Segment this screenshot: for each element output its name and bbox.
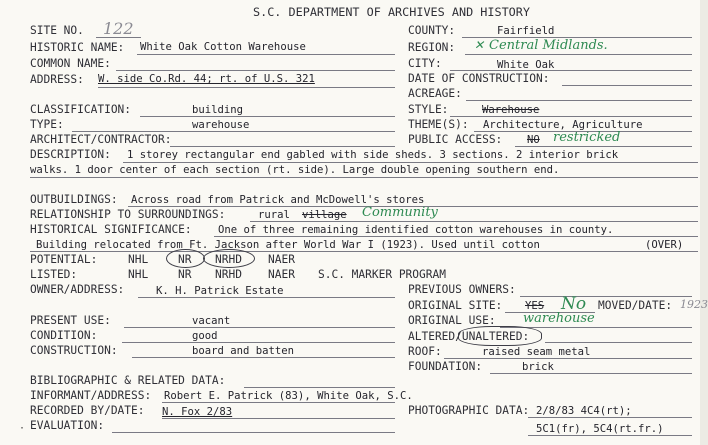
- foundation-line: [490, 373, 692, 374]
- construction-value: board and batten: [192, 345, 295, 357]
- region-line: [465, 54, 692, 55]
- common-name-label: COMMON NAME:: [30, 57, 111, 70]
- county-label: COUNTY:: [408, 24, 456, 37]
- address-line: [98, 87, 395, 88]
- significance-over: (OVER): [645, 239, 684, 251]
- previous-owners-label: PREVIOUS OWNERS:: [408, 283, 516, 296]
- significance-line-1: One of three remaining identified cotton warehouses in county.: [218, 224, 614, 236]
- historic-name-label: HISTORIC NAME:: [30, 41, 125, 54]
- type-value: warehouse: [192, 119, 250, 131]
- potential-naer: NAER: [268, 253, 295, 266]
- owner-line: [138, 297, 395, 298]
- relationship-label: RELATIONSHIP TO SURROUNDINGS:: [30, 208, 226, 221]
- original-site-label: ORIGINAL SITE:: [408, 299, 503, 312]
- evaluation-label: EVALUATION:: [30, 419, 105, 432]
- outbuildings-label: OUTBUILDINGS:: [30, 193, 118, 206]
- site-no-label: SITE NO.: [30, 24, 84, 37]
- description-rule-1: [123, 162, 698, 163]
- construction-label: CONSTRUCTION:: [30, 344, 118, 357]
- informant-line: [162, 402, 395, 403]
- previous-owners-line: [520, 296, 692, 297]
- description-line-2: walks. 1 door center of each section (rt. side). Large double opening southern end.: [30, 164, 560, 176]
- themes-label: THEME(S):: [408, 118, 469, 131]
- public-access-line: [515, 146, 692, 147]
- recorded-label: RECORDED BY/DATE:: [30, 404, 145, 417]
- date-construction-line: [562, 85, 692, 86]
- themes-value: Architecture, Agriculture: [483, 119, 643, 131]
- foundation-value: brick: [522, 361, 554, 373]
- public-access-struck: NO: [527, 134, 540, 146]
- original-site-value: No: [561, 294, 587, 314]
- altered-label: ALTERED/UNALTERED:: [408, 330, 530, 343]
- roof-line: [444, 358, 692, 359]
- address-label: ADDRESS:: [30, 73, 84, 86]
- listed-nrhd: NRHD: [215, 268, 242, 281]
- owner-label: OWNER/ADDRESS:: [30, 283, 125, 296]
- region-mark: ✕: [474, 38, 485, 52]
- card-header: S.C. DEPARTMENT OF ARCHIVES AND HISTORY: [253, 5, 530, 19]
- significance-label: HISTORICAL SIGNIFICANCE:: [30, 223, 192, 236]
- city-line: [450, 70, 692, 71]
- significance-rule-2: [30, 251, 698, 252]
- condition-line: [122, 342, 395, 343]
- unaltered-circle: [458, 326, 542, 346]
- bibliographic-line: [244, 387, 395, 388]
- present-use-line: [124, 327, 395, 328]
- outbuildings-value: Across road from Patrick and McDowell's stores: [131, 194, 425, 206]
- type-line: [72, 131, 395, 132]
- county-value: Fairfield: [497, 25, 555, 37]
- moved-date-value: 1923: [680, 298, 708, 311]
- significance-line-2: Building relocated from Ft. Jackson after World War I (1923). Used until cotton: [36, 239, 540, 251]
- city-value: White Oak: [497, 59, 555, 71]
- address-value: W. side Co.Rd. 44; rt. of U.S. 321: [98, 73, 315, 85]
- moved-date-label: MOVED/DATE:: [598, 299, 673, 312]
- potential-nr: NR: [178, 253, 192, 266]
- condition-value: good: [192, 330, 218, 342]
- roof-label: ROOF:: [408, 345, 442, 358]
- classification-label: CLASSIFICATION:: [30, 103, 132, 116]
- historic-name-line: [137, 54, 395, 55]
- photographic-label: PHOTOGRAPHIC DATA:: [408, 404, 530, 417]
- potential-nrhd: NRHD: [215, 253, 242, 266]
- informant-label: INFORMANT/ADDRESS:: [30, 389, 152, 402]
- relationship-value: rural: [258, 209, 290, 221]
- description-label: DESCRIPTION:: [30, 148, 111, 161]
- original-use-label: ORIGINAL USE:: [408, 314, 496, 327]
- description-line-1: 1 storey rectangular end gabled with side sheds. 3 sections. 2 interior brick: [127, 149, 619, 161]
- construction-line: [132, 357, 395, 358]
- style-label: STYLE:: [408, 103, 449, 116]
- site-no-line: [96, 37, 141, 38]
- recorded-line: [162, 418, 395, 419]
- photographic-rule-1: [528, 417, 692, 418]
- condition-label: CONDITION:: [30, 329, 98, 342]
- style-line: [450, 116, 692, 117]
- region-label: REGION:: [408, 41, 456, 54]
- listed-nr: NR: [178, 268, 192, 281]
- roof-value: raised seam metal: [482, 346, 591, 358]
- potential-nr-circle: [166, 249, 205, 268]
- relationship-handwritten: Community: [362, 205, 438, 220]
- photographic-line-1: 2/8/83 4C4(rt);: [536, 405, 632, 417]
- original-site-struck: YES: [525, 300, 545, 312]
- potential-label: POTENTIAL:: [30, 253, 98, 266]
- description-rule-2: [30, 177, 698, 178]
- relationship-line: [250, 221, 698, 222]
- photographic-rule-2: [528, 435, 692, 436]
- architect-line: [170, 146, 395, 147]
- date-construction-label: DATE OF CONSTRUCTION:: [408, 72, 550, 85]
- potential-nhl: NHL: [128, 253, 149, 266]
- recorded-value: N. Fox 2/83: [162, 406, 233, 418]
- owner-value: K. H. Patrick Estate: [156, 285, 284, 297]
- potential-nrhd-circle: [203, 249, 255, 268]
- present-use-value: vacant: [192, 315, 231, 327]
- informant-value: Robert E. Patrick (83), White Oak, S.C.: [164, 390, 413, 402]
- classification-line: [140, 116, 395, 117]
- marker-label: S.C. MARKER PROGRAM: [318, 268, 446, 281]
- architect-label: ARCHITECT/CONTRACTOR:: [30, 133, 172, 146]
- acreage-label: ACREAGE:: [408, 87, 462, 100]
- significance-rule-1: [214, 236, 698, 237]
- photographic-line-2: 5C1(fr), 5C4(rt.fr.): [536, 423, 664, 435]
- type-label: TYPE:: [30, 118, 64, 131]
- relationship-struck: village: [302, 209, 347, 221]
- listed-label: LISTED:: [30, 268, 78, 281]
- common-name-line: [116, 70, 395, 71]
- style-value: Warehouse: [482, 104, 540, 116]
- bibliographic-label: BIBLIOGRAPHIC & RELATED DATA:: [30, 374, 226, 387]
- listed-nhl: NHL: [128, 268, 149, 281]
- region-value: Central Midlands.: [489, 38, 608, 53]
- altered-line: [545, 342, 692, 343]
- listed-naer: NAER: [268, 268, 295, 281]
- city-label: CITY:: [408, 57, 442, 70]
- classification-value: building: [192, 104, 244, 116]
- public-access-label: PUBLIC ACCESS:: [408, 133, 503, 146]
- public-access-value: restricked: [553, 130, 621, 145]
- present-use-label: PRESENT USE:: [30, 314, 111, 327]
- evaluation-line: [112, 432, 395, 433]
- original-use-value: warehouse: [523, 311, 595, 326]
- foundation-label: FOUNDATION:: [408, 360, 483, 373]
- site-no-value: 122: [103, 19, 134, 38]
- historic-name-value: White Oak Cotton Warehouse: [140, 41, 306, 53]
- acreage-line: [466, 100, 692, 101]
- corner-mark: ·: [19, 423, 26, 434]
